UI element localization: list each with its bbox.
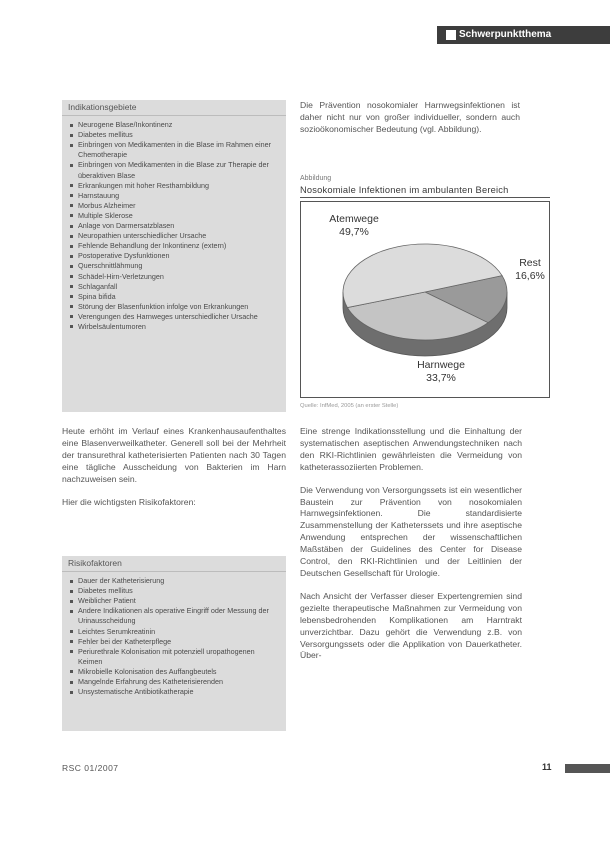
risk-title: Risikofaktoren [62,556,286,572]
page-number: 11 [542,762,552,772]
list-item: Harnstauung [70,191,280,201]
list-item: Weiblicher Patient [70,596,280,606]
footer-bar [565,764,610,773]
list-item: Mangelnde Erfahrung des Katheterisierenden [70,677,280,687]
list-item: Unsystematische Antibiotikatherapie [70,687,280,697]
list-item: Diabetes mellitus [70,130,280,140]
risk-box [62,556,286,731]
label-harnwege [401,359,481,385]
section-tag-label: Schwerpunktthema [459,29,552,40]
label-harnwege-name: Harnwege [417,359,465,371]
list-item: Einbringen von Medikamenten in die Blase im Rahmen einer Chemotherapie [70,140,280,160]
label-rest-name: Rest [519,257,541,269]
footer-issue: RSC 01/2007 [62,763,119,773]
list-item: Verengungen des Harnweges unterschiedlicher Ursache [70,312,280,322]
list-item: Periurethrale Kolonisation mit potenziell uropathogenen Keimen [70,647,280,667]
list-item: Leichtes Serumkreatinin [70,627,280,637]
list-item: Dauer der Katheterisierung [70,576,280,586]
list-item: Erkrankungen mit hoher Restharnbildung [70,181,280,191]
label-atemwege-name: Atemwege [329,213,379,225]
left-paragraph-2: Hier die wichtigsten Risikofaktoren: [62,496,196,507]
right-top-text [300,100,520,136]
right-paragraph-3: Nach Ansicht der Verfasser dieser Expertengremien sind gezielte therapeutische Maßnahmen zur Vermeidung von lebensbedrohenden Komplikationen am Harntrakt unverzichtbar. Dazu gehört die Verwendung z.B. von Versorgungssets oder die Applikation von Dauerkatheter. Über- [300,590,522,661]
label-harnwege-value: 33,7% [426,372,456,384]
list-item: Querschnittlähmung [70,261,280,271]
indications-box [62,100,286,412]
chart-title: Nosokomiale Infektionen im ambulanten Bereich [300,185,550,198]
list-item: Mikrobielle Kolonisation des Auffangbeutels [70,667,280,677]
square-icon [446,30,456,40]
list-item: Anlage von Darmersatzblasen [70,221,280,231]
section-tag [437,26,610,44]
indications-list [62,120,286,332]
list-item: Postoperative Dysfunktionen [70,251,280,261]
list-item: Störung der Blasenfunktion infolge von Erkrankungen [70,302,280,312]
risk-list [62,576,286,697]
right-top-paragraph: Die Prävention nosokomialer Harnwegsinfektionen ist daher nicht nur von großer individueller, sondern auch sozioökonomischer Bedeutung (vgl. Abbildung). [300,100,520,134]
label-atemwege [319,213,389,239]
list-item: Einbringen von Medikamenten in die Blase zur Therapie der überaktiven Blase [70,160,280,180]
right-text [300,426,522,662]
label-atemwege-value: 49,7% [339,226,369,238]
list-item: Fehler bei der Katheterpflege [70,637,280,647]
list-item: Schlaganfall [70,282,280,292]
figure-label: Abbildung [300,175,332,182]
list-item: Fehlende Behandlung der Inkontinenz (extern) [70,241,280,251]
list-item: Neuropathien unterschiedlicher Ursache [70,231,280,241]
label-rest-value: 16,6% [515,270,545,282]
label-rest [509,257,551,283]
left-paragraph-1: Heute erhöht im Verlauf eines Krankenhausaufenthaltes eine Blasenverweilkatheter. Generell soll bei der Mehrheit der transurethral katheterisierten Patienten nach 30 Tagen eine tägliche Ausscheidung von Bakterien im Harn nachzuweisen sein. [62,426,286,484]
indications-title: Indikationsgebiete [62,100,286,116]
chart-frame [300,201,550,398]
left-text [62,426,286,508]
list-item: Wirbelsäulentumoren [70,322,280,332]
list-item: Spina bifida [70,292,280,302]
list-item: Schädel-Hirn-Verletzungen [70,272,280,282]
right-paragraph-1: Eine strenge Indikationsstellung und die Einhaltung der systematischen aseptischen Anwendungstechniken nach den RKI-Richtlinien gewährleisten die Vermeidung von katheterassoziierten Problemen. [300,426,522,472]
figure-source: Quelle: InfMed, 2005 (an erster Stelle) [300,403,399,409]
right-paragraph-2: Die Verwendung von Versorgungssets ist ein wesentlicher Baustein zur Prävention von nosokomialen Harnwegsinfektionen. Die standardisierte Zusammenstellung der Katheterssets und ihre aseptische Anwendung entsprechen der wissenschaftlichen Maßstäben der Guidelines des Center for Disease Control, den RKI-Richtlinien und der Leitlinien der Deutschen Gesellschaft für Urologie. [300,484,522,578]
list-item: Neurogene Blase/Inkontinenz [70,120,280,130]
list-item: Andere Indikationen als operative Eingriff oder Messung der Urinausscheidung [70,606,280,626]
list-item: Diabetes mellitus [70,586,280,596]
list-item: Morbus Alzheimer [70,201,280,211]
list-item: Multiple Sklerose [70,211,280,221]
